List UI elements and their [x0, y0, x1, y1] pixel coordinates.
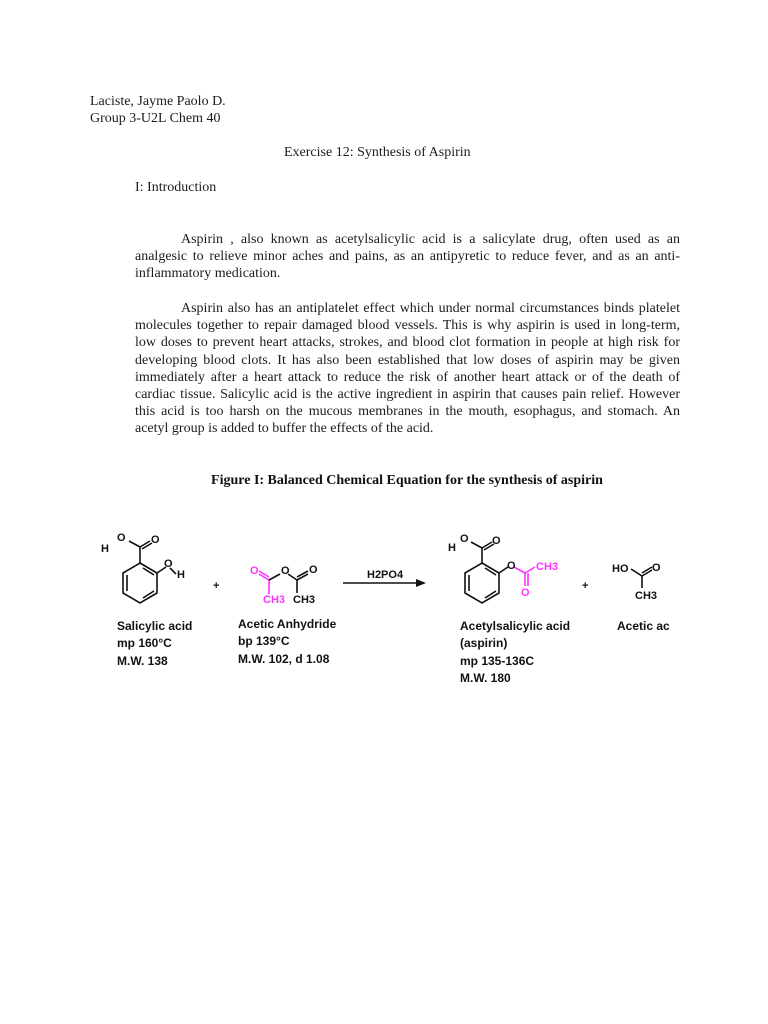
author-name: Laciste, Jayme Paolo D.	[90, 94, 226, 109]
aspirin-o-atom: O	[460, 533, 469, 545]
compound-name: Salicylic acid	[117, 619, 193, 633]
acetic-acid-ch3: CH3	[635, 590, 658, 602]
figure-caption: Figure I: Balanced Chemical Equation for the synthesis of aspirin	[211, 473, 603, 488]
anhydride-ch3-right: CH3	[293, 594, 316, 606]
section-heading: I: Introduction	[135, 180, 217, 195]
anhydride-o-right: O	[309, 564, 318, 576]
plus-sign-2: +	[582, 580, 589, 592]
salicylic-hydroxyl-o: O	[164, 558, 173, 570]
document-title: Exercise 12: Synthesis of Aspirin	[284, 145, 471, 160]
plus-sign-1: +	[213, 580, 220, 592]
anhydride-bridge-o: O	[281, 565, 290, 577]
aspirin-carbonyl-o: O	[492, 535, 501, 547]
compound-property: M.W. 102, d 1.08	[238, 652, 330, 666]
compound-property: mp 135-136C	[460, 654, 535, 668]
aspirin-ester-o: O	[507, 560, 516, 572]
anhydride-ch3-left: CH3	[263, 594, 286, 606]
acetic-acid-structure	[631, 567, 652, 588]
salicylic-o-atom: O	[117, 532, 126, 544]
compound-property: bp 139°C	[238, 634, 290, 648]
compound-name: Acetic ac	[617, 619, 670, 633]
acetic-acid-o: O	[652, 562, 661, 574]
compound-property: M.W. 138	[117, 654, 168, 668]
salicylic-h-atom: H	[101, 543, 109, 555]
reaction-structures	[0, 520, 768, 630]
catalyst-label: H2PO4	[367, 569, 404, 581]
reaction-scheme	[0, 520, 768, 700]
intro-paragraph-2: Aspirin also has an antiplatelet effect which under normal circumstances binds platelet molecules together to repair damaged blood vessels. This is why aspirin is used in long-term, low doses to prevent heart attacks, strokes, and blood clot formation in people at high risk for developing blood clots. It has also been established that low doses of aspirin may be given immediately after a heart attack to reduce the risk of another heart attack or of the death of cardiac tissue. Salicylic acid is the active ingredient in aspirin that causes pain relief. However this acid is too harsh on the mucous membranes in the mouth, esophagus, and stomach. An acetyl group is added to buffer the effects of the acid.	[135, 301, 680, 437]
salicylic-hydroxyl-h: H	[177, 569, 185, 581]
compound-name: Acetic Anhydride	[238, 617, 337, 631]
group-label: Group 3-U2L Chem 40	[90, 111, 221, 126]
compound-property: mp 160°C	[117, 636, 172, 650]
intro-paragraph-1: Aspirin , also known as acetylsalicylic acid is a salicylate drug, often used as an analgesic to relieve minor aches and pains, as an antipyretic to reduce fever, and as an anti-inflammatory medication.	[135, 232, 680, 282]
compound-property: M.W. 180	[460, 671, 511, 685]
anhydride-o-left: O	[250, 565, 259, 577]
acetic-acid-ho: HO	[612, 563, 629, 575]
salicylic-carbonyl-o: O	[151, 534, 160, 546]
aspirin-ch3: CH3	[536, 561, 559, 573]
compound-name: Acetylsalicylic acid	[460, 619, 571, 633]
aspirin-acetyl-o: O	[521, 587, 530, 599]
compound-property: (aspirin)	[460, 636, 508, 650]
aspirin-h-atom: H	[448, 542, 456, 554]
salicylic-acid-structure	[123, 541, 176, 603]
